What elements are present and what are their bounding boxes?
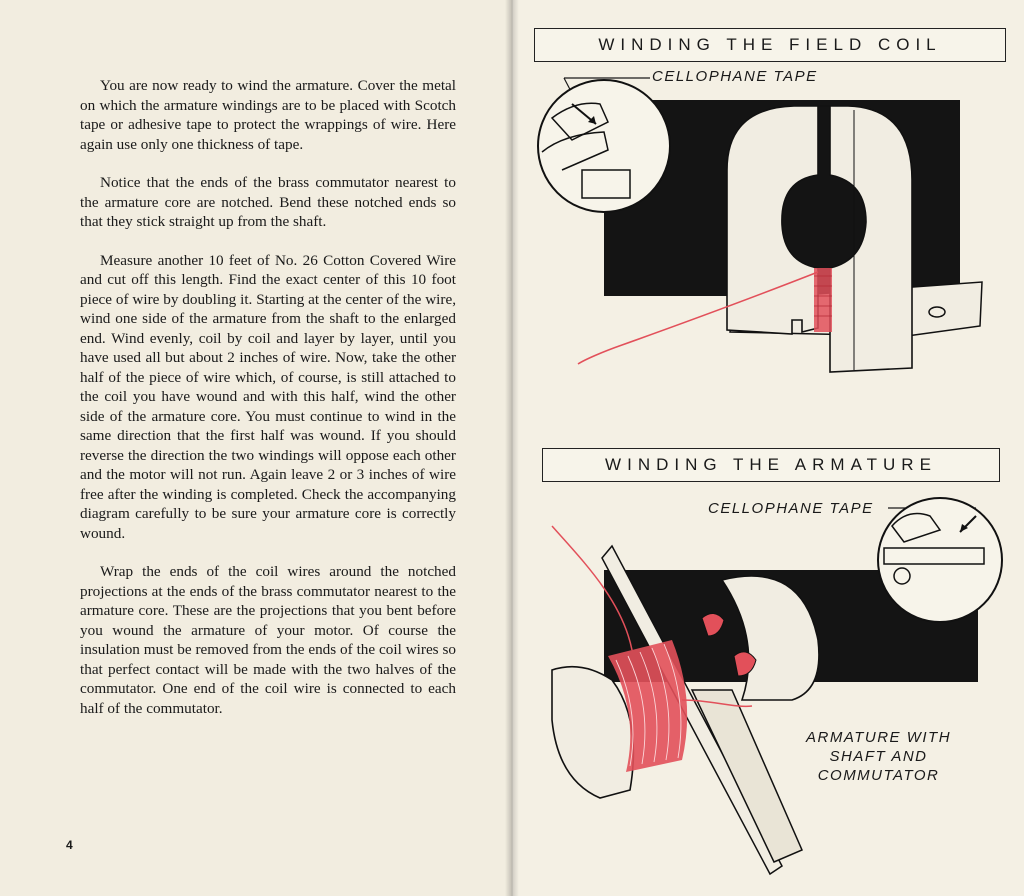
caption-line-2: SHAFT AND bbox=[829, 748, 928, 765]
armature-tape-label: CELLOPHANE TAPE bbox=[708, 500, 874, 517]
armature-caption bbox=[806, 728, 951, 785]
book-gutter bbox=[505, 0, 519, 896]
paragraph-4: Wrap the ends of the coil wires around the notched projections at the ends of the brass commutator nearest to the armature core. These are the projections that you bent before you wound the armature of your motor. Of course the insulation must be removed from the ends of the coil wires so that perfect contact will be made with the two halves of the commutator. One end of the coil wire is connected to each half of the commutator. bbox=[80, 563, 456, 717]
field-coil-illustration bbox=[538, 78, 982, 372]
armature-illustration bbox=[552, 498, 1002, 874]
armature-title: WINDING THE ARMATURE bbox=[542, 448, 1000, 482]
caption-line-3: COMMUTATOR bbox=[817, 767, 940, 784]
page-number: 4 bbox=[66, 838, 73, 852]
paragraph-1: You are now ready to wind the armature. Cover the metal on which the armature windings are to be placed with Scotch tape or adhesive tape to protect the wrappings of wire. Here again use only one thickness of tape. bbox=[80, 77, 456, 153]
instruction-text bbox=[80, 76, 456, 737]
paragraph-3: Measure another 10 feet of No. 26 Cotton Covered Wire and cut off this length. Find the exact center of this 10 foot piece of wire by doubling it. Starting at the center of the wire, wind one side of the armature from the shaft to the enlarged end. Wind evenly, coil by coil and layer by layer, until you have used all but about 2 inches of wire. Now, take the other half of the piece of wire which, of course, is still attached to the coil you have wound and with this half, wind the other side of the armature core. You must continue to wind in the same direction that the first half was wound. If you should reverse the direction the two windings will oppose each other and the motor will not run. Again leave 2 or 3 inches of wire free after the winding is completed. Check the accompanying diagram carefully to be sure your armature core is correctly wound. bbox=[80, 251, 456, 542]
caption-line-1: ARMATURE WITH bbox=[806, 729, 952, 746]
paragraph-2: Notice that the ends of the brass commutator nearest to the armature core are notched. Bend these notched ends so that they stick straight up from the shaft. bbox=[80, 174, 456, 230]
right-page bbox=[512, 0, 1024, 896]
field-coil-title: WINDING THE FIELD COIL bbox=[534, 28, 1006, 62]
field-coil-tape-label: CELLOPHANE TAPE bbox=[652, 68, 818, 85]
